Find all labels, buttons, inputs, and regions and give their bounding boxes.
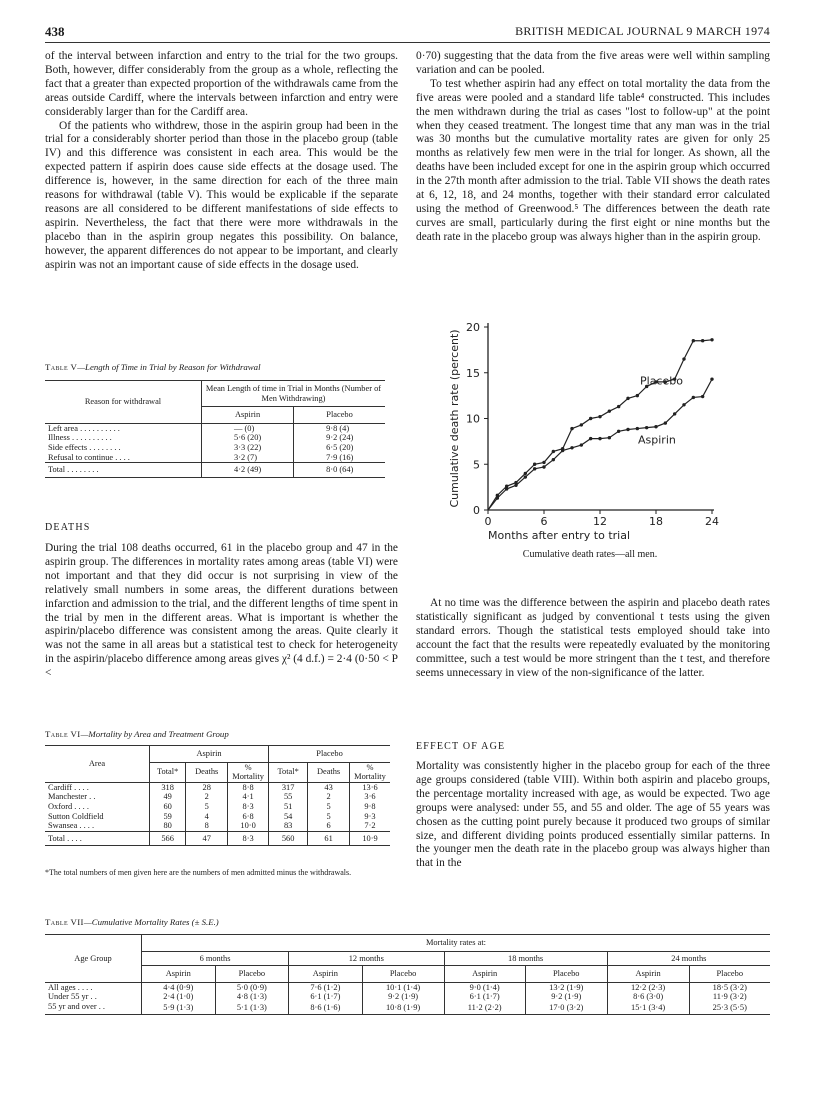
data-point-placebo <box>617 405 620 408</box>
data-point-placebo <box>636 394 639 397</box>
table6-group-placebo: Placebo <box>269 746 390 763</box>
cell: 8·6 (3·0) <box>607 992 689 1002</box>
data-point-placebo <box>598 415 601 418</box>
cell: 8·8 <box>228 782 269 792</box>
table6-col-mortality: % Mortality <box>350 762 391 782</box>
cell: 17·0 (3·2) <box>525 1002 607 1014</box>
table6-footnote: *The total numbers of men given here are the numbers of men admitted minus the withdrawals. <box>45 868 352 877</box>
table5-placebo: 7·9 (16) <box>294 453 385 463</box>
data-point-aspirin <box>552 458 555 461</box>
table6-col-total: Total* <box>269 762 308 782</box>
cell: 7·2 <box>350 821 391 831</box>
data-point-aspirin <box>598 437 601 440</box>
table6-area: Total . . . . <box>48 833 82 843</box>
table5-col-mean: Mean Length of time in Trial in Months (Number of Men Withdrawing) <box>202 381 386 407</box>
cell: 9·3 <box>350 812 391 822</box>
cell: 10·1 (1·4) <box>362 982 444 992</box>
cell: 2·4 (1·0) <box>142 992 216 1002</box>
series-label-placebo: Placebo <box>640 374 683 388</box>
table6-label: Table VI <box>45 729 81 739</box>
cell: 2 <box>186 792 228 802</box>
data-point-aspirin <box>645 426 648 429</box>
paragraph: To test whether aspirin had any effect on total mortality the data from the five areas were pooled and a standard life table⁴ constructed. This includes the men withdrawn during the trial as cases "lost to follow-up" at the point when they ceased treatment. The longest time that any man was in the trial was 30 months but the cumulative mortality rates are given for only 25 months as relatively few men were in the trial for longer. As shown, all the deaths have been included except for one in the aspirin group which occurred in the 27th month after admission to the trial. Table VII shows the death rates at 6, 12, 18, and 24 months, together with their standard error calculated using the method of Greenwood.⁵ The differences between the death rate curves are small, particularly during the first eight or nine months but the death rate in the placebo group was always higher than in the aspirin group. <box>416 77 770 243</box>
table5-placebo: 6·5 (20) <box>294 443 385 453</box>
cell: 9·8 <box>350 802 391 812</box>
data-point-aspirin <box>542 465 545 468</box>
cell: 55 <box>269 792 308 802</box>
paragraph: 0·70) suggesting that the data from the five areas were well within sampling variation and can be pooled. <box>416 50 770 76</box>
table7-period: 18 months <box>444 951 607 966</box>
table7-title: —Cumulative Mortality Rates (± S.E.) <box>83 917 219 927</box>
table5 <box>45 380 385 478</box>
table7-sub-aspirin: Aspirin <box>444 966 525 983</box>
data-point-placebo <box>608 409 611 412</box>
cell: 9·2 (1·9) <box>525 992 607 1002</box>
cumulative-death-rate-chart <box>440 315 740 545</box>
table6-col-mortality: % Mortality <box>228 762 269 782</box>
cell: 11·2 (2·2) <box>444 1002 525 1014</box>
table-row <box>45 1002 770 1014</box>
table6-area: Cardiff . . . . <box>48 782 89 792</box>
data-point-placebo <box>682 357 685 360</box>
table7-label: Table VII <box>45 917 84 927</box>
cell: 43 <box>308 782 350 792</box>
cell: 59 <box>150 812 186 822</box>
cell: 8·6 (1·6) <box>289 1002 363 1014</box>
cell: 5 <box>308 812 350 822</box>
table-row <box>45 792 390 802</box>
data-point-aspirin <box>617 430 620 433</box>
table7-sub-placebo: Placebo <box>215 966 289 983</box>
cell: 13·2 (1·9) <box>525 982 607 992</box>
data-point-aspirin <box>608 436 611 439</box>
table5-placebo: 9·8 (4) <box>294 423 385 433</box>
table5-aspirin: 3·3 (22) <box>202 443 294 453</box>
table5-reason: Refusal to continue . . . . <box>48 452 130 462</box>
paragraph: At no time was the difference between the aspirin and placebo death rates statistically significant as judged by conventional t tests using the given standard errors. Though the statistical tests employed should take into account the fact that the results were repeatedly evaluated by the monitoring committee, such a test would be more stringent than the t test, and therefore seems unnecessary in view of the non-significance of the latter. <box>416 597 770 679</box>
age-heading: EFFECT OF AGE <box>416 741 506 752</box>
cell: 4 <box>186 812 228 822</box>
data-point-aspirin <box>524 475 527 478</box>
deaths-section <box>45 542 398 681</box>
cell: 6·1 (1·7) <box>444 992 525 1002</box>
figure-caption: Cumulative death rates—all men. <box>522 549 658 560</box>
table5-label: Table V <box>45 362 78 372</box>
cell: 12·2 (2·3) <box>607 982 689 992</box>
paragraph: Mortality was consistently higher in the placebo group for each of the three age groups considered (table VIII). Within both aspirin and placebo groups, the percentage mortality increased with age, as would be expected. Two age groups were analysed: under 55, and 55 and older. The age of 55 years was chosen as the cutting point purely because it produced two groups of similar size, and different dividing points produced essentially similar patterns. In the younger men the death rate in the placebo group was always higher than that in the <box>416 760 770 870</box>
data-point-placebo <box>570 427 573 430</box>
cell: 9·2 (1·9) <box>362 992 444 1002</box>
table-row <box>45 802 390 812</box>
table-row <box>45 453 385 463</box>
deaths-heading: DEATHS <box>45 522 91 533</box>
table-row-total <box>45 463 385 478</box>
cell: 15·1 (3·4) <box>607 1002 689 1014</box>
cell: 8·3 <box>228 831 269 846</box>
data-point-placebo <box>692 339 695 342</box>
table5-col-aspirin: Aspirin <box>202 407 294 424</box>
paragraph: of the interval between infarction and entry to the trial for the two groups. Both, however, differ considerably from the group as a whole, reflecting the fact that a greater than expected proportion of the withdrawals came from the areas outside Cardiff, where the intervals between infarction and entry were considerably larger than for the Cardiff area. <box>45 50 398 118</box>
table-row <box>45 782 390 792</box>
page-number: 438 <box>45 24 65 39</box>
table5-aspirin: 5·6 (20) <box>202 433 294 443</box>
table7-sub-placebo: Placebo <box>689 966 770 983</box>
cell: 4·1 <box>228 792 269 802</box>
data-point-placebo <box>542 461 545 464</box>
data-point-aspirin <box>561 449 564 452</box>
table7-period: 24 months <box>607 951 770 966</box>
table-row <box>45 433 385 443</box>
cell: 4·4 (0·9) <box>142 982 216 992</box>
data-point-aspirin <box>654 425 657 428</box>
table-row <box>45 423 385 433</box>
cell: 83 <box>269 821 308 831</box>
table5-aspirin: — (0) <box>202 423 294 433</box>
cell: 318 <box>150 782 186 792</box>
cell: 5 <box>308 802 350 812</box>
y-tick-label: 5 <box>473 458 480 472</box>
cell: 8 <box>186 821 228 831</box>
table-row <box>45 821 390 831</box>
table6-col-total: Total* <box>150 762 186 782</box>
x-tick-label: 18 <box>649 515 663 528</box>
x-axis-label: Months after entry to trial <box>488 529 631 542</box>
cell: 9·0 (1·4) <box>444 982 525 992</box>
y-axis-label: Cumulative death rate (percent) <box>448 329 461 508</box>
table-row-total <box>45 831 390 846</box>
table6-area: Swansea . . . . <box>48 821 95 831</box>
table7-period: 12 months <box>289 951 444 966</box>
cell: 61 <box>308 831 350 846</box>
data-point-placebo <box>552 450 555 453</box>
chart-series <box>488 338 714 510</box>
cell: 80 <box>150 821 186 831</box>
right-column-mid <box>416 597 770 680</box>
table5-reason: Side effects . . . . . . . . <box>48 442 121 452</box>
table7-group: All ages . . . . <box>48 982 93 992</box>
data-point-aspirin <box>533 467 536 470</box>
cell: 54 <box>269 812 308 822</box>
data-point-aspirin <box>692 396 695 399</box>
table7-sub-aspirin: Aspirin <box>607 966 689 983</box>
table6-area: Oxford . . . . <box>48 801 89 811</box>
series-line-placebo <box>488 340 712 510</box>
table7-col-age: Age Group <box>74 953 112 963</box>
cell: 5·1 (1·3) <box>215 1002 289 1014</box>
x-tick-label: 0 <box>484 515 492 528</box>
cell: 13·6 <box>350 782 391 792</box>
cell: 3·6 <box>350 792 391 802</box>
cell: 5·0 (0·9) <box>215 982 289 992</box>
series-label-aspirin: Aspirin <box>638 433 676 447</box>
x-tick-label: 12 <box>593 515 607 528</box>
cell: 6·1 (1·7) <box>289 992 363 1002</box>
table5-aspirin: 3·2 (7) <box>202 453 294 463</box>
table7-sub-aspirin: Aspirin <box>289 966 363 983</box>
table6-col-deaths: Deaths <box>308 762 350 782</box>
cell: 5 <box>186 802 228 812</box>
x-tick-label: 24 <box>705 515 719 528</box>
table6-col-deaths: Deaths <box>186 762 228 782</box>
y-tick-label: 10 <box>466 412 480 426</box>
x-tick-label: 6 <box>540 515 548 528</box>
chart-axes <box>484 323 714 514</box>
table6 <box>45 745 390 846</box>
table-row <box>45 443 385 453</box>
table6-group-aspirin: Aspirin <box>150 746 269 763</box>
data-point-aspirin <box>682 403 685 406</box>
running-head: BRITISH MEDICAL JOURNAL 9 MARCH 1974 <box>515 24 770 38</box>
table6-col-area: Area <box>88 759 106 769</box>
data-point-placebo <box>524 472 527 475</box>
cell: 47 <box>186 831 228 846</box>
age-section <box>416 760 770 871</box>
table-row <box>45 992 770 1002</box>
paragraph: Of the patients who withdrew, those in the aspirin group had been in the trial for a considerably shorter period than those in the placebo group (table IV) and this difference was consistent in each area. This would be the expected pattern if aspirin does cause side effects at the dosage used. The difference is, however, in the same direction for each of the three main reasons for withdrawal (table V). This would be explicable if the separate reasons are all considered to be different manifestations of side effects to aspirin. Nevertheless, the fact that there were more withdrawals in the placebo than in the aspirin group negates this possibility. On balance, however, the apparent differences do not appear to be important, and clearly aspirin was not an important cause of side effects in the dosage used. <box>45 119 398 271</box>
cell: 60 <box>150 802 186 812</box>
right-column-top <box>416 50 770 245</box>
table6-area: Sutton Coldfield <box>48 811 104 821</box>
cell: 10·9 <box>350 831 391 846</box>
table5-placebo: 8·0 (64) <box>294 463 385 478</box>
cell: 560 <box>269 831 308 846</box>
data-point-placebo <box>589 417 592 420</box>
table7-period: 6 months <box>142 951 289 966</box>
table5-reason: Illness . . . . . . . . . . <box>48 433 112 443</box>
table6-area: Manchester . . <box>48 792 96 802</box>
series-line-aspirin <box>488 379 712 510</box>
table7-group: Under 55 yr . . <box>48 992 97 1002</box>
data-point-aspirin <box>673 412 676 415</box>
cell: 10·8 (1·9) <box>362 1002 444 1014</box>
table7-sub-placebo: Placebo <box>525 966 607 983</box>
table5-col-placebo: Placebo <box>294 407 385 424</box>
data-point-aspirin <box>701 395 704 398</box>
data-point-aspirin <box>636 427 639 430</box>
table6-caption <box>45 729 400 739</box>
cell: 18·5 (3·2) <box>689 982 770 992</box>
data-point-placebo <box>580 423 583 426</box>
page-header <box>45 24 770 43</box>
data-point-aspirin <box>710 377 713 380</box>
data-point-aspirin <box>589 437 592 440</box>
data-point-aspirin <box>664 421 667 424</box>
cell: 566 <box>150 831 186 846</box>
cell: 49 <box>150 792 186 802</box>
table5-placebo: 9·2 (24) <box>294 433 385 443</box>
cell: 4·8 (1·3) <box>215 992 289 1002</box>
cell: 10·0 <box>228 821 269 831</box>
table7-sub-placebo: Placebo <box>362 966 444 983</box>
data-point-placebo <box>533 463 536 466</box>
table7-group: 55 yr and over . . <box>48 1001 105 1011</box>
table7-span-label: Mortality rates at: <box>142 935 771 952</box>
y-tick-label: 20 <box>466 321 480 334</box>
table-row <box>45 812 390 822</box>
data-point-aspirin <box>580 443 583 446</box>
cell: 2 <box>308 792 350 802</box>
table5-caption <box>45 362 400 372</box>
cell: 7·6 (1·2) <box>289 982 363 992</box>
table-row <box>45 982 770 992</box>
table5-aspirin: 4·2 (49) <box>202 463 294 478</box>
data-point-aspirin <box>570 446 573 449</box>
table5-reason: Total . . . . . . . . <box>48 465 99 475</box>
paragraph: During the trial 108 deaths occurred, 61 in the placebo group and 47 in the aspirin group. The differences in mortality rates among areas (table VI) were not important and that they did occur is not surprising in view of the relatively small numbers in some areas, the different durations between infarction and admission to the trial, and the different lengths of time spent in the trial by men in the different areas. What is important is whether the aspirin/placebo difference was consistent among the areas. Quite clearly it was not the same in all areas but a statistical test to check for heterogeneity in the aspirin/placebo difference among areas gives χ² (4 d.f.) = 2·4 (0·50 < P < <box>45 542 398 680</box>
cell: 28 <box>186 782 228 792</box>
cell: 5·9 (1·3) <box>142 1002 216 1014</box>
left-column-text <box>45 50 398 273</box>
cell: 25·3 (5·5) <box>689 1002 770 1014</box>
data-point-placebo <box>701 339 704 342</box>
cell: 8·3 <box>228 802 269 812</box>
data-point-placebo <box>710 338 713 341</box>
data-point-aspirin <box>626 428 629 431</box>
cell: 6·8 <box>228 812 269 822</box>
data-point-placebo <box>626 397 629 400</box>
table6-title: —Mortality by Area and Treatment Group <box>80 729 229 739</box>
table5-title: —Length of Time in Trial by Reason for Withdrawal <box>77 362 261 372</box>
table7-sub-aspirin: Aspirin <box>142 966 216 983</box>
y-tick-label: 15 <box>466 366 480 380</box>
data-point-aspirin <box>496 496 499 499</box>
cell: 11·9 (3·2) <box>689 992 770 1002</box>
table7-caption <box>45 917 445 927</box>
table5-reason: Left area . . . . . . . . . . <box>48 423 120 433</box>
cell: 317 <box>269 782 308 792</box>
data-point-aspirin <box>505 487 508 490</box>
cell: 6 <box>308 821 350 831</box>
y-tick-label: 0 <box>473 504 480 517</box>
cell: 51 <box>269 802 308 812</box>
data-point-aspirin <box>514 484 517 487</box>
table5-col-reason: Reason for withdrawal <box>84 397 162 407</box>
table7 <box>45 934 770 1015</box>
